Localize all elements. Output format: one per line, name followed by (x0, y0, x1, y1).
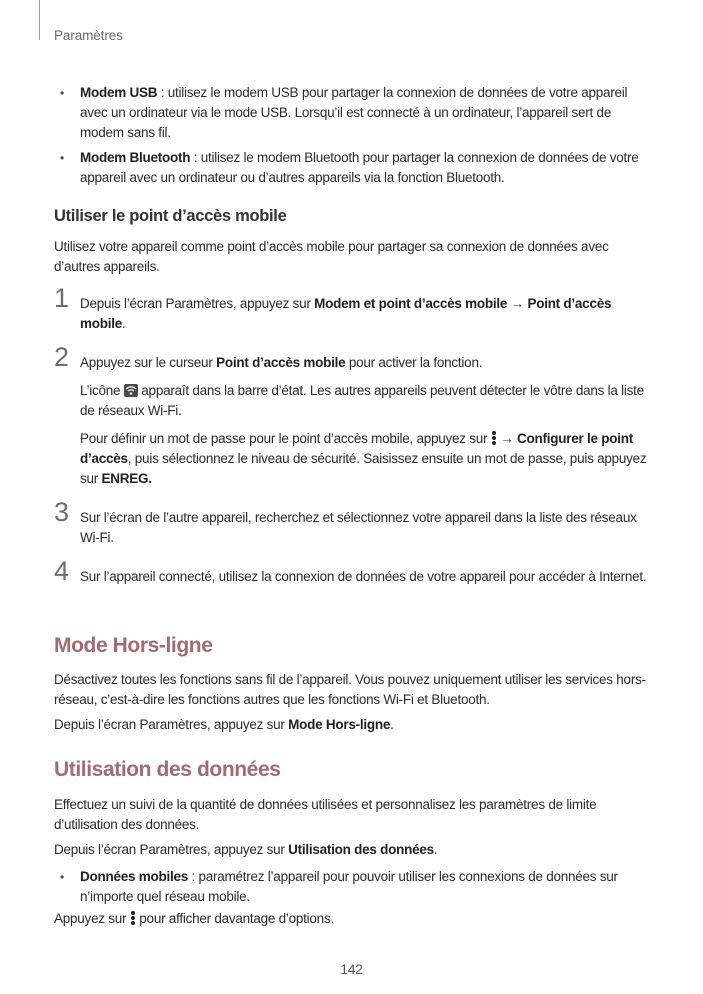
step-number: 3 (54, 497, 69, 527)
bullet-modem-bluetooth (60, 148, 650, 188)
bullet-text: : paramétrez l’appareil pour pouvoir utiliser les connexions de données sur n’importe quel réseau mobile. (80, 869, 618, 904)
bullet-dot-icon: • (60, 151, 64, 165)
subheading-hotspot: Utiliser le point d’accès mobile (54, 207, 287, 225)
step-text: , puis sélectionnez le niveau de sécurité. Saisissez ensuite un mot de passe, puis appuyez sur (80, 451, 647, 486)
step-text: Depuis l’écran Paramètres, appuyez sur (80, 296, 315, 311)
bullet-dot-icon: • (60, 870, 64, 884)
bullet-text: : utilisez le modem Bluetooth pour partager la connexion de données de votre appareil avec un ordinateur ou d’autres appareils via la fonction Bluetooth. (80, 150, 639, 185)
note-text: Appuyez sur (54, 911, 130, 926)
step-text: pour activer la fonction. (345, 355, 483, 370)
bullet-mobile-data (60, 867, 650, 907)
step-1 (54, 283, 654, 334)
path-text: Depuis l’écran Paramètres, appuyez sur (54, 717, 289, 732)
offline-path (54, 715, 654, 735)
step-text: Sur l’écran de l’autre appareil, recherchez et sélectionnez votre appareil dans la liste des réseaux Wi-Fi. (80, 510, 637, 545)
bullet-term: Modem Bluetooth (80, 150, 191, 165)
hotspot-intro: Utilisez votre appareil comme point d’accès mobile pour partager sa connexion de données avec d’autres appareils. (54, 239, 609, 274)
arrow-icon: → (507, 296, 528, 311)
step-number: 2 (54, 342, 69, 372)
path-text: Depuis l’écran Paramètres, appuyez sur (54, 842, 289, 857)
step-3 (54, 497, 654, 548)
menu-path-item: Modem et point d’accès mobile (314, 296, 508, 311)
arrow-icon: → (496, 431, 518, 446)
bullet-term: Données mobiles (80, 869, 189, 884)
path-text: . (433, 842, 438, 857)
section-heading-data-usage: Utilisation des données (54, 758, 281, 781)
data-usage-intro: Effectuez un suivi de la quantité de données utilisées et personnalisez les paramètres de limite d’utilisation des données. (54, 797, 597, 832)
more-options-note (54, 909, 654, 929)
step-number: 4 (54, 556, 69, 586)
data-usage-path (54, 840, 654, 860)
page-header-title: Paramètres (54, 28, 123, 43)
menu-path-item: Point d’accès mobile (216, 355, 346, 370)
more-options-icon (130, 910, 136, 926)
offline-intro: Désactivez toutes les fonctions sans fil de l’appareil. Vous pouvez uniquement utiliser les services hors-réseau, c’est-à-dire les fonctions autres que les fonctions Wi-Fi et Bluetooth. (54, 672, 646, 707)
step-4 (54, 556, 654, 587)
bullet-text: : utilisez le modem USB pour partager la connexion de données de votre appareil avec un ordinateur via le mode USB. Lorsqu’il est connecté à un ordinateur, l’appareil sert de modem sans fil. (80, 85, 628, 140)
page-number: 142 (340, 961, 363, 977)
step-2 (54, 342, 654, 489)
menu-path-item: Utilisation des données (288, 842, 434, 857)
step-number: 1 (54, 283, 69, 313)
menu-path-item: Point d’accès mobile (80, 296, 612, 331)
step-text: Pour définir un mot de passe pour le point d’accès mobile, appuyez sur (80, 431, 491, 446)
step-text: Appuyez sur le curseur (80, 355, 217, 370)
header-divider (39, 0, 40, 40)
bullet-term: Modem USB (80, 85, 158, 100)
step-2-password-note (80, 429, 650, 489)
section-heading-offline-mode: Mode Hors-ligne (54, 634, 213, 657)
step-text: . (122, 316, 126, 331)
bullet-dot-icon: • (60, 86, 64, 100)
menu-path-item: ENREG. (101, 471, 152, 486)
step-text: apparaît dans la barre d’état. Les autres appareils peuvent détecter le vôtre dans la liste de réseaux Wi-Fi. (80, 383, 644, 418)
bullet-modem-usb (60, 83, 650, 143)
menu-path-item: Mode Hors-ligne (288, 717, 391, 732)
step-text: L’icône (80, 383, 124, 398)
menu-path-item: Configurer le point d’accès (80, 431, 634, 466)
step-2-note-icon (80, 381, 650, 421)
note-text: pour afficher davantage d’options. (135, 911, 334, 926)
more-options-icon (491, 430, 497, 446)
path-text: . (390, 717, 394, 732)
hotspot-icon (124, 384, 138, 397)
step-text: Sur l’appareil connecté, utilisez la connexion de données de votre appareil pour accéder à Internet. (80, 569, 647, 584)
